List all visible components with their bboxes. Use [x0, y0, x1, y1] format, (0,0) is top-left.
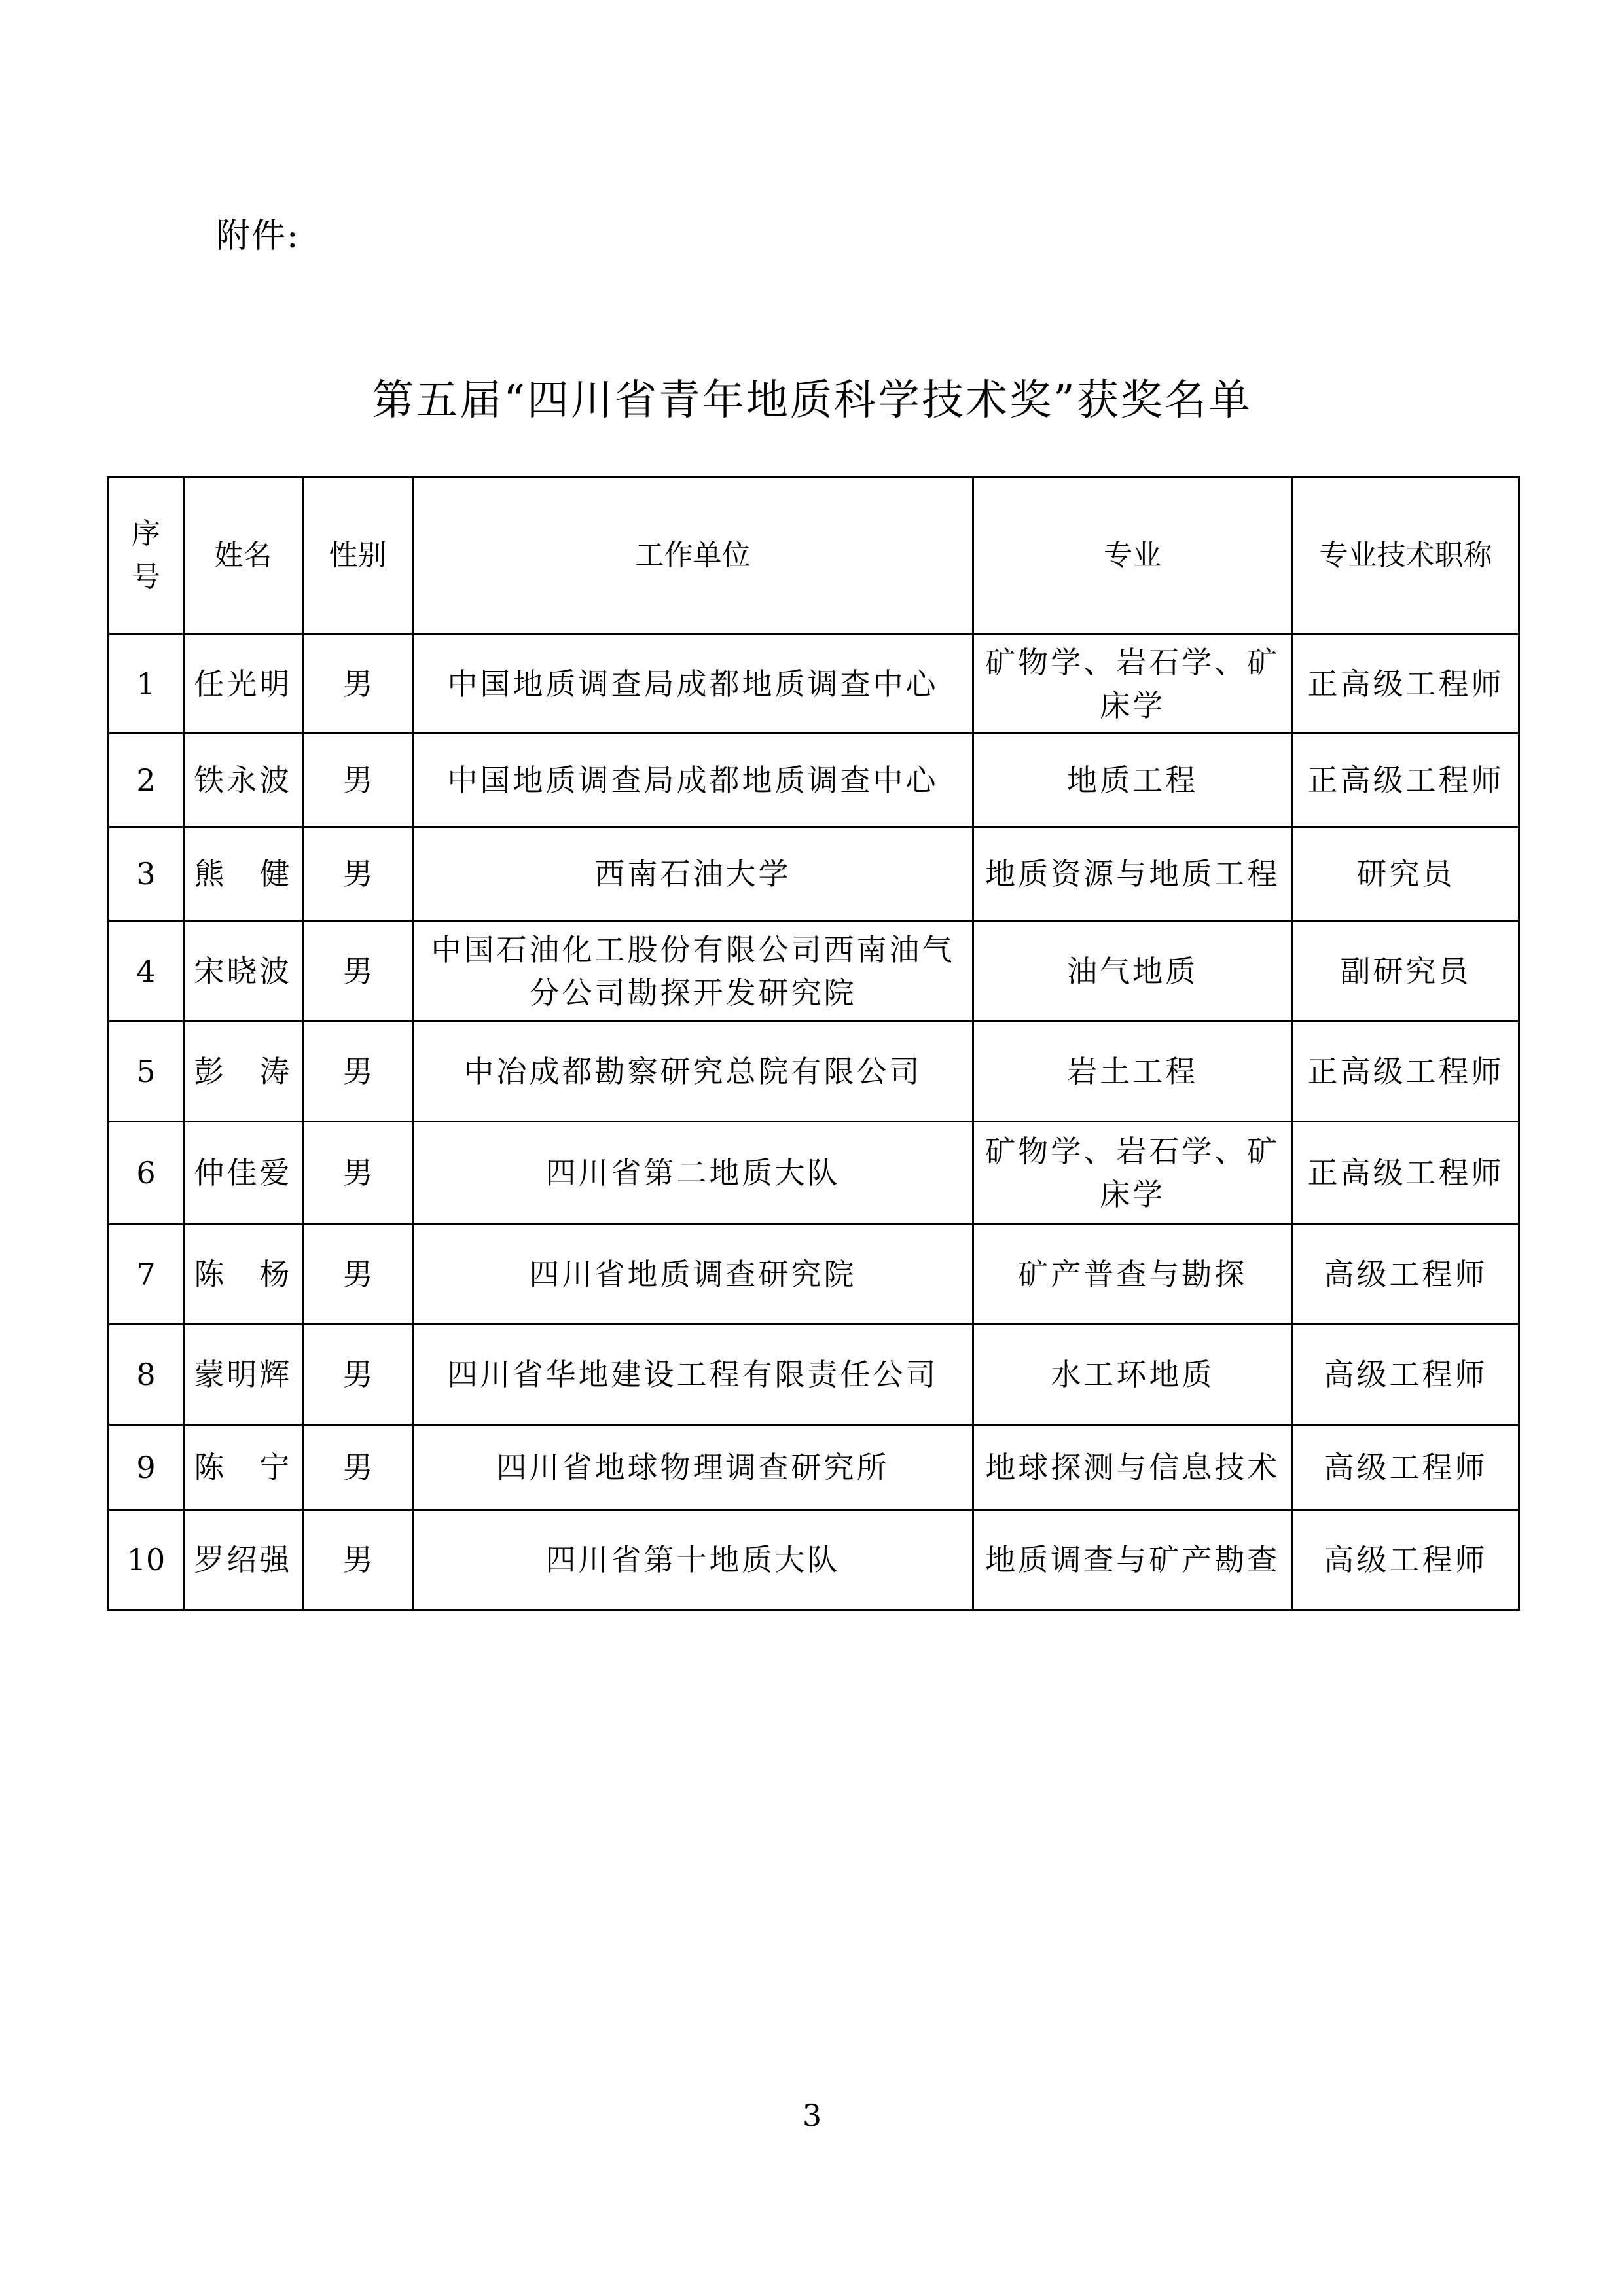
cell-gender: 男 — [302, 1122, 413, 1225]
cell-major: 地质调查与矿产勘查 — [973, 1510, 1292, 1610]
table-row — [109, 734, 1519, 827]
cell-no: 7 — [109, 1225, 184, 1325]
cell-title: 高级工程师 — [1292, 1510, 1519, 1610]
cell-gender: 男 — [302, 734, 413, 827]
cell-name: 熊 健 — [183, 827, 302, 921]
cell-major: 岩土工程 — [973, 1022, 1292, 1122]
cell-unit: 四川省第十地质大队 — [413, 1510, 973, 1610]
cell-unit: 四川省华地建设工程有限责任公司 — [413, 1325, 973, 1425]
header-no: 序号 — [109, 478, 184, 634]
cell-gender: 男 — [302, 1425, 413, 1510]
cell-title: 高级工程师 — [1292, 1325, 1519, 1425]
cell-no: 6 — [109, 1122, 184, 1225]
cell-name: 陈 宁 — [183, 1425, 302, 1510]
cell-name: 宋晓波 — [183, 921, 302, 1022]
header-gender: 性别 — [302, 478, 413, 634]
cell-name: 任光明 — [183, 634, 302, 734]
document-title: 第五届“四川省青年地质科学技术奖”获奖名单 — [372, 376, 1252, 425]
cell-title: 副研究员 — [1292, 921, 1519, 1022]
table-row — [109, 827, 1519, 921]
award-table — [107, 476, 1520, 1611]
table-row — [109, 1510, 1519, 1610]
cell-title: 高级工程师 — [1292, 1225, 1519, 1325]
cell-unit: 四川省地质调查研究院 — [413, 1225, 973, 1325]
table-row — [109, 1022, 1519, 1122]
cell-major: 矿物学、岩石学、矿床学 — [973, 1122, 1292, 1225]
cell-major: 矿物学、岩石学、矿床学 — [973, 634, 1292, 734]
header-unit: 工作单位 — [413, 478, 973, 634]
cell-major: 油气地质 — [973, 921, 1292, 1022]
cell-title: 研究员 — [1292, 827, 1519, 921]
cell-name: 铁永波 — [183, 734, 302, 827]
table-row — [109, 1425, 1519, 1510]
cell-no: 2 — [109, 734, 184, 827]
cell-no: 5 — [109, 1022, 184, 1122]
table-row — [109, 1325, 1519, 1425]
cell-gender: 男 — [302, 827, 413, 921]
cell-name: 彭 涛 — [183, 1022, 302, 1122]
cell-unit: 四川省地球物理调查研究所 — [413, 1425, 973, 1510]
header-major: 专业 — [973, 478, 1292, 634]
cell-major: 地球探测与信息技术 — [973, 1425, 1292, 1510]
page-number: 3 — [802, 2098, 822, 2133]
cell-no: 4 — [109, 921, 184, 1022]
table-header-row — [109, 478, 1519, 634]
cell-gender: 男 — [302, 1225, 413, 1325]
cell-unit: 中国石油化工股份有限公司西南油气分公司勘探开发研究院 — [413, 921, 973, 1022]
cell-gender: 男 — [302, 1510, 413, 1610]
table-row — [109, 1122, 1519, 1225]
cell-unit: 西南石油大学 — [413, 827, 973, 921]
table-row — [109, 634, 1519, 734]
cell-unit: 中国地质调查局成都地质调查中心 — [413, 734, 973, 827]
cell-major: 水工环地质 — [973, 1325, 1292, 1425]
cell-title: 正高级工程师 — [1292, 1122, 1519, 1225]
cell-name: 仲佳爱 — [183, 1122, 302, 1225]
cell-title: 正高级工程师 — [1292, 634, 1519, 734]
cell-unit: 中国地质调查局成都地质调查中心 — [413, 634, 973, 734]
table-row — [109, 921, 1519, 1022]
cell-gender: 男 — [302, 1325, 413, 1425]
cell-gender: 男 — [302, 1022, 413, 1122]
cell-no: 1 — [109, 634, 184, 734]
cell-no: 3 — [109, 827, 184, 921]
cell-no: 10 — [109, 1510, 184, 1610]
cell-gender: 男 — [302, 921, 413, 1022]
cell-major: 矿产普查与勘探 — [973, 1225, 1292, 1325]
attachment-label: 附件: — [216, 217, 300, 256]
cell-name: 蒙明辉 — [183, 1325, 302, 1425]
cell-major: 地质资源与地质工程 — [973, 827, 1292, 921]
cell-title: 正高级工程师 — [1292, 1022, 1519, 1122]
cell-title: 正高级工程师 — [1292, 734, 1519, 827]
table-row — [109, 1225, 1519, 1325]
cell-unit: 中冶成都勘察研究总院有限公司 — [413, 1022, 973, 1122]
cell-gender: 男 — [302, 634, 413, 734]
cell-unit: 四川省第二地质大队 — [413, 1122, 973, 1225]
header-title: 专业技术职称 — [1292, 478, 1519, 634]
cell-name: 陈 杨 — [183, 1225, 302, 1325]
cell-no: 8 — [109, 1325, 184, 1425]
cell-no: 9 — [109, 1425, 184, 1510]
cell-title: 高级工程师 — [1292, 1425, 1519, 1510]
cell-name: 罗绍强 — [183, 1510, 302, 1610]
header-name: 姓名 — [183, 478, 302, 634]
cell-major: 地质工程 — [973, 734, 1292, 827]
